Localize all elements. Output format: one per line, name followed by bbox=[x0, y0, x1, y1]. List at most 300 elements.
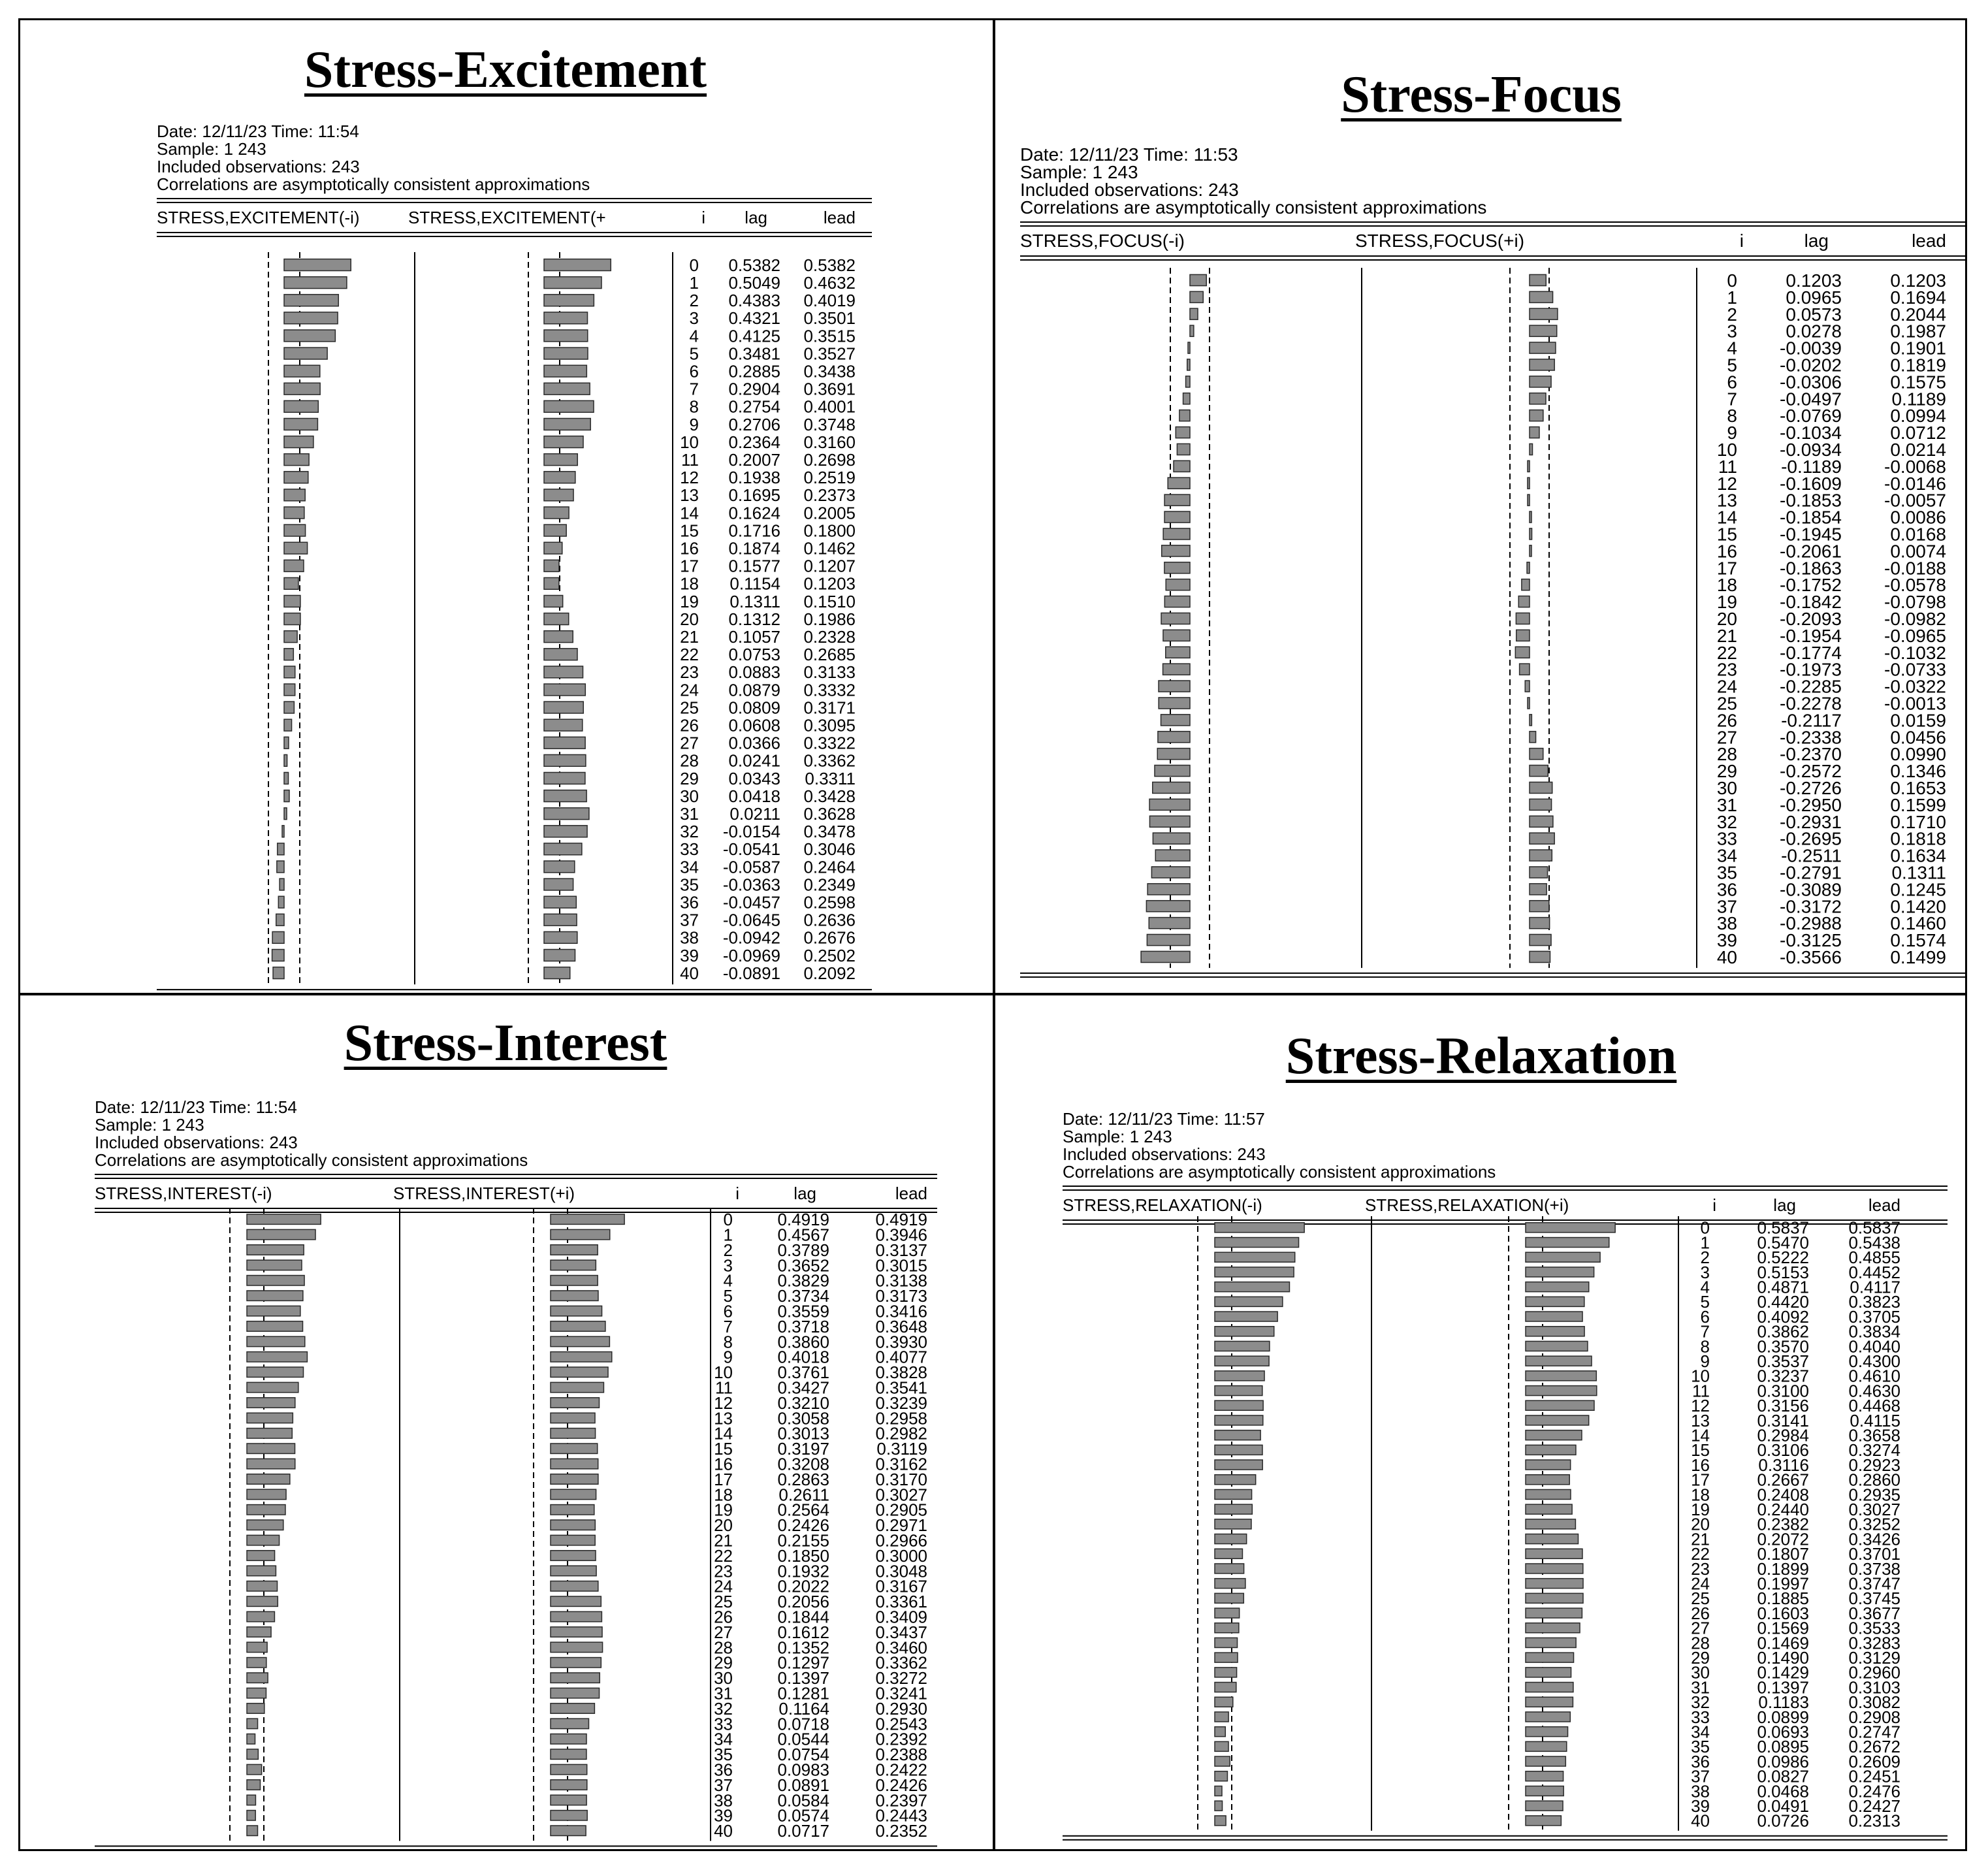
lag-value-label: 0.1577 bbox=[728, 556, 780, 576]
lead-correlation-bar bbox=[1526, 1297, 1584, 1306]
lag-value-label: 0.3862 bbox=[1757, 1321, 1809, 1342]
lag-index-label: 25 bbox=[680, 698, 699, 718]
lead-value-label: 0.1986 bbox=[803, 609, 856, 629]
lag-value-label: -0.3125 bbox=[1780, 930, 1842, 951]
lag-index-label: 36 bbox=[714, 1760, 733, 1780]
column-header-i: i bbox=[701, 208, 705, 227]
lag-value-label: 0.1352 bbox=[777, 1638, 829, 1658]
lead-value-label: -0.0965 bbox=[1884, 625, 1946, 646]
lag-value-label: 0.1397 bbox=[777, 1668, 829, 1688]
lag-index-label: 15 bbox=[1691, 1440, 1710, 1460]
lead-value-label: 0.1346 bbox=[1890, 761, 1946, 782]
lag-value-label: -0.2117 bbox=[1781, 710, 1842, 731]
lead-value-label: 0.3745 bbox=[1848, 1589, 1900, 1609]
lead-value-label: 0.3428 bbox=[803, 786, 856, 806]
lag-value-label: 0.0827 bbox=[1757, 1766, 1809, 1786]
lead-value-label: 0.4077 bbox=[875, 1347, 927, 1367]
lag-index-label: 9 bbox=[723, 1347, 733, 1367]
lag-index-label: 5 bbox=[689, 344, 699, 364]
lag-index-label: 31 bbox=[1691, 1677, 1710, 1698]
lag-index-label: 33 bbox=[714, 1714, 733, 1734]
lag-index-label: 30 bbox=[1716, 778, 1737, 799]
header-observations: Included observations: 243 bbox=[157, 157, 360, 176]
lag-index-label: 10 bbox=[714, 1363, 733, 1383]
lag-index-label: 28 bbox=[680, 750, 699, 771]
lead-value-label: 0.3133 bbox=[803, 662, 856, 683]
lag-value-label: 0.4125 bbox=[728, 326, 780, 346]
lag-value-label: 0.3734 bbox=[777, 1286, 829, 1306]
lead-value-label: 0.2930 bbox=[875, 1698, 927, 1719]
lag-index-label: 10 bbox=[1691, 1366, 1710, 1386]
lead-value-label: 0.2328 bbox=[803, 627, 856, 647]
header-date: Date: 12/11/23 Time: 11:53 bbox=[1020, 144, 1238, 165]
lag-index-label: 7 bbox=[1700, 1321, 1710, 1342]
lead-value-label: 0.3171 bbox=[803, 698, 856, 718]
header-date: Date: 12/11/23 Time: 11:54 bbox=[157, 121, 359, 141]
lead-correlation-bar bbox=[1526, 1371, 1596, 1381]
lead-value-label: 0.1510 bbox=[803, 591, 856, 611]
lag-value-label: 0.1899 bbox=[1757, 1558, 1809, 1579]
lag-correlation-bar bbox=[1215, 1386, 1262, 1396]
lead-correlation-bar bbox=[1526, 1727, 1568, 1737]
lag-value-label: -0.0457 bbox=[722, 892, 780, 912]
lag-index-label: 24 bbox=[1716, 676, 1737, 697]
lag-index-label: 25 bbox=[1691, 1589, 1710, 1609]
lag-index-label: 6 bbox=[1727, 372, 1737, 393]
lag-value-label: 0.2863 bbox=[777, 1469, 829, 1489]
lead-correlation-bar bbox=[1526, 1653, 1574, 1662]
lag-correlation-bar bbox=[1215, 1327, 1274, 1336]
lead-value-label: 0.2313 bbox=[1848, 1811, 1900, 1831]
lag-value-label: 0.0366 bbox=[728, 733, 780, 753]
lag-correlation-bar bbox=[1215, 1623, 1239, 1633]
lead-value-label: 0.3748 bbox=[803, 414, 856, 434]
lag-value-label: 0.2667 bbox=[1757, 1470, 1809, 1490]
lag-value-label: -0.0039 bbox=[1780, 338, 1842, 359]
lead-value-label: 0.0168 bbox=[1890, 524, 1946, 545]
column-header-i: i bbox=[1739, 231, 1744, 251]
lead-value-label: 0.3027 bbox=[875, 1485, 927, 1505]
lag-index-label: 35 bbox=[1691, 1737, 1710, 1757]
lag-index-label: 0 bbox=[689, 255, 699, 275]
lag-index-label: 33 bbox=[680, 839, 699, 860]
lag-index-label: 38 bbox=[1716, 913, 1737, 934]
lag-correlation-bar bbox=[1215, 1756, 1230, 1766]
lag-value-label: 0.5837 bbox=[1757, 1218, 1809, 1238]
lag-index-label: 0 bbox=[723, 1210, 733, 1230]
lag-index-label: 30 bbox=[680, 786, 699, 806]
lag-value-label: -0.3089 bbox=[1780, 879, 1842, 900]
lag-value-label: 0.3829 bbox=[777, 1270, 829, 1291]
lag-index-label: 0 bbox=[1727, 270, 1737, 291]
column-header-lead: lead bbox=[823, 208, 856, 227]
lead-value-label: -0.0322 bbox=[1884, 676, 1946, 697]
lag-value-label: 0.0753 bbox=[728, 645, 780, 665]
lag-index-label: 11 bbox=[1718, 456, 1737, 477]
lag-value-label: 0.1490 bbox=[1757, 1648, 1809, 1668]
lag-index-label: 21 bbox=[680, 627, 699, 647]
lag-value-label: -0.2791 bbox=[1780, 862, 1842, 883]
lag-index-label: 1 bbox=[689, 273, 699, 293]
lag-correlation-bar bbox=[1215, 1445, 1262, 1455]
lag-correlation-bar bbox=[1215, 1712, 1228, 1722]
lag-index-label: 37 bbox=[680, 910, 699, 930]
lag-index-label: 40 bbox=[680, 963, 699, 983]
column-header-lead-series: STRESS,FOCUS(+i) bbox=[1355, 231, 1525, 251]
lag-index-label: 27 bbox=[680, 733, 699, 753]
lead-value-label: 0.2598 bbox=[803, 892, 856, 912]
lag-index-label: 38 bbox=[714, 1790, 733, 1811]
lag-value-label: 0.0879 bbox=[728, 680, 780, 700]
lag-index-label: 8 bbox=[723, 1332, 733, 1352]
lag-index-label: 2 bbox=[723, 1240, 733, 1260]
lead-value-label: 0.0214 bbox=[1890, 440, 1946, 460]
lead-value-label: 0.1460 bbox=[1890, 913, 1946, 934]
lag-value-label: -0.2511 bbox=[1781, 845, 1842, 866]
lead-correlation-bar bbox=[1526, 1415, 1589, 1425]
lead-value-label: 0.3426 bbox=[1848, 1529, 1900, 1549]
lead-correlation-bar bbox=[1526, 1683, 1573, 1692]
lag-value-label: 0.2155 bbox=[777, 1530, 829, 1551]
lag-value-label: -0.1973 bbox=[1780, 659, 1842, 680]
lag-index-label: 23 bbox=[680, 662, 699, 683]
lead-value-label: 0.4300 bbox=[1848, 1351, 1900, 1372]
lag-index-label: 37 bbox=[1691, 1766, 1710, 1786]
lag-value-label: 0.0986 bbox=[1757, 1751, 1809, 1771]
lag-index-label: 20 bbox=[680, 609, 699, 629]
header-sample: Sample: 1 243 bbox=[1020, 162, 1138, 182]
lag-index-label: 12 bbox=[1716, 473, 1737, 494]
lag-value-label: 0.1997 bbox=[1757, 1573, 1809, 1594]
lag-value-label: 0.1397 bbox=[1757, 1677, 1809, 1698]
lead-value-label: 0.2672 bbox=[1848, 1737, 1900, 1757]
lag-value-label: 0.1203 bbox=[1786, 270, 1842, 291]
lag-index-label: 4 bbox=[1727, 338, 1737, 359]
lag-value-label: -0.1842 bbox=[1780, 592, 1842, 613]
lag-index-label: 16 bbox=[1691, 1455, 1710, 1475]
lead-value-label: 0.3000 bbox=[875, 1545, 927, 1566]
lag-index-label: 24 bbox=[1691, 1573, 1710, 1594]
lag-index-label: 2 bbox=[689, 291, 699, 311]
lead-value-label: 0.2427 bbox=[1848, 1796, 1900, 1816]
lead-value-label: 0.2908 bbox=[1848, 1707, 1900, 1727]
lag-index-label: 24 bbox=[680, 680, 699, 700]
column-header-lead: lead bbox=[895, 1184, 927, 1203]
lead-value-label: 0.3648 bbox=[875, 1316, 927, 1336]
lag-index-label: 11 bbox=[1692, 1381, 1710, 1401]
lead-value-label: 0.3361 bbox=[875, 1592, 927, 1612]
lag-value-label: 0.2382 bbox=[1757, 1514, 1809, 1534]
lag-value-label: 0.3141 bbox=[1757, 1410, 1809, 1430]
lag-index-label: 40 bbox=[1716, 947, 1737, 968]
lag-value-label: 0.0418 bbox=[728, 786, 780, 806]
lag-index-label: 14 bbox=[714, 1423, 733, 1444]
column-header-lag: lag bbox=[1773, 1195, 1796, 1215]
column-header-lag: lag bbox=[794, 1184, 816, 1203]
lag-value-label: -0.2695 bbox=[1780, 828, 1842, 849]
lead-value-label: 0.2426 bbox=[875, 1775, 927, 1795]
lead-value-label: 0.2636 bbox=[803, 910, 856, 930]
lag-value-label: 0.1695 bbox=[728, 485, 780, 506]
lead-value-label: 0.4040 bbox=[1848, 1336, 1900, 1357]
lead-value-label: 0.4115 bbox=[1850, 1410, 1900, 1430]
lag-value-label: 0.3237 bbox=[1757, 1366, 1809, 1386]
lag-index-label: 9 bbox=[689, 414, 699, 434]
lag-index-label: 21 bbox=[714, 1530, 733, 1551]
lead-value-label: 0.2905 bbox=[875, 1500, 927, 1520]
lag-value-label: 0.0718 bbox=[777, 1714, 829, 1734]
column-header-lag: lag bbox=[1804, 231, 1829, 251]
lag-correlation-bar bbox=[1215, 1771, 1227, 1781]
lag-index-label: 34 bbox=[1716, 845, 1737, 866]
lag-value-label: 0.0491 bbox=[1757, 1796, 1809, 1816]
lead-value-label: 0.3691 bbox=[803, 379, 856, 399]
lag-index-label: 18 bbox=[714, 1485, 733, 1505]
lead-value-label: 0.3460 bbox=[875, 1638, 927, 1658]
lead-value-label: 0.3478 bbox=[803, 822, 856, 842]
lag-index-label: 28 bbox=[714, 1638, 733, 1658]
lead-correlation-bar bbox=[1526, 1564, 1583, 1573]
lag-value-label: 0.1311 bbox=[729, 591, 780, 611]
lag-value-label: 0.1569 bbox=[1757, 1618, 1809, 1638]
lag-index-label: 40 bbox=[714, 1821, 733, 1841]
lag-value-label: -0.1752 bbox=[1780, 575, 1842, 596]
lead-value-label: -0.0733 bbox=[1884, 659, 1946, 680]
lag-value-label: 0.3100 bbox=[1757, 1381, 1809, 1401]
lead-value-label: 0.2397 bbox=[875, 1790, 927, 1811]
lead-correlation-bar bbox=[1526, 1712, 1570, 1722]
lag-value-label: 0.4919 bbox=[777, 1210, 829, 1230]
header-sample: Sample: 1 243 bbox=[1063, 1127, 1172, 1146]
lead-correlation-bar bbox=[1526, 1489, 1571, 1499]
lag-value-label: -0.2370 bbox=[1780, 744, 1842, 765]
lead-value-label: -0.0188 bbox=[1884, 558, 1946, 579]
lag-index-label: 11 bbox=[681, 450, 699, 470]
lead-correlation-bar bbox=[1526, 1356, 1592, 1366]
lag-value-label: -0.2061 bbox=[1780, 541, 1842, 562]
lag-value-label: 0.1624 bbox=[728, 503, 780, 523]
column-header-lag-series: STRESS,FOCUS(-i) bbox=[1020, 231, 1185, 251]
column-header-lag: lag bbox=[745, 208, 767, 227]
lag-index-label: 13 bbox=[1691, 1410, 1710, 1430]
lead-value-label: 0.2092 bbox=[803, 963, 856, 983]
lag-correlation-bar bbox=[1215, 1312, 1277, 1321]
lag-index-label: 28 bbox=[1716, 744, 1737, 765]
lag-index-label: 3 bbox=[1727, 321, 1737, 342]
lead-value-label: 0.1499 bbox=[1890, 947, 1946, 968]
lead-value-label: 0.4630 bbox=[1848, 1381, 1900, 1401]
lag-value-label: 0.1164 bbox=[778, 1698, 829, 1719]
lead-value-label: -0.0057 bbox=[1884, 490, 1946, 511]
lag-index-label: 2 bbox=[1700, 1248, 1710, 1268]
lag-value-label: 0.3058 bbox=[777, 1408, 829, 1428]
lag-value-label: 0.1807 bbox=[1757, 1544, 1809, 1564]
lag-value-label: 0.1938 bbox=[728, 468, 780, 488]
lead-correlation-bar bbox=[1526, 1267, 1594, 1277]
lead-correlation-bar bbox=[1526, 1504, 1572, 1514]
lag-value-label: 0.1312 bbox=[728, 609, 780, 629]
lag-value-label: 0.3197 bbox=[777, 1439, 829, 1459]
lag-index-label: 9 bbox=[1700, 1351, 1710, 1372]
lag-index-label: 13 bbox=[680, 485, 699, 506]
lead-value-label: 0.2373 bbox=[803, 485, 856, 506]
lag-value-label: -0.0306 bbox=[1780, 372, 1842, 393]
header-sample: Sample: 1 243 bbox=[157, 139, 266, 159]
lead-correlation-bar bbox=[1526, 1386, 1597, 1396]
lag-index-label: 20 bbox=[714, 1515, 733, 1536]
lag-index-label: 30 bbox=[1691, 1662, 1710, 1683]
lag-index-label: 21 bbox=[1716, 625, 1737, 646]
lag-index-label: 17 bbox=[1716, 558, 1737, 579]
lag-value-label: 0.0717 bbox=[777, 1821, 829, 1841]
lag-value-label: 0.2440 bbox=[1757, 1500, 1809, 1520]
lead-correlation-bar bbox=[1526, 1697, 1573, 1707]
lag-index-label: 10 bbox=[680, 432, 699, 452]
lag-value-label: -0.0769 bbox=[1780, 406, 1842, 427]
lag-index-label: 1 bbox=[723, 1225, 733, 1245]
lag-correlation-bar bbox=[1215, 1668, 1237, 1677]
lag-value-label: 0.3210 bbox=[777, 1393, 829, 1413]
lag-value-label: 0.0241 bbox=[728, 750, 780, 771]
lead-value-label: 0.3138 bbox=[875, 1270, 927, 1291]
lead-value-label: 0.2502 bbox=[803, 945, 856, 965]
lead-value-label: 0.3930 bbox=[875, 1332, 927, 1352]
lag-correlation-bar bbox=[1215, 1741, 1228, 1751]
lag-correlation-bar bbox=[1215, 1475, 1256, 1485]
lead-value-label: 0.1694 bbox=[1890, 287, 1946, 308]
lag-index-label: 36 bbox=[1691, 1751, 1710, 1771]
lag-value-label: -0.1863 bbox=[1780, 558, 1842, 579]
lag-value-label: 0.5470 bbox=[1757, 1233, 1809, 1253]
lead-correlation-bar bbox=[1526, 1741, 1567, 1751]
lag-index-label: 24 bbox=[714, 1576, 733, 1596]
lag-value-label: 0.5049 bbox=[728, 273, 780, 293]
lag-index-label: 32 bbox=[714, 1698, 733, 1719]
lead-value-label: 0.3162 bbox=[875, 1454, 927, 1474]
lag-value-label: 0.1716 bbox=[728, 521, 780, 541]
lag-index-label: 29 bbox=[1716, 761, 1737, 782]
lag-index-label: 5 bbox=[1700, 1292, 1710, 1312]
lag-value-label: 0.1429 bbox=[1757, 1662, 1809, 1683]
lead-value-label: 0.1653 bbox=[1890, 778, 1946, 799]
lead-value-label: 0.5837 bbox=[1848, 1218, 1900, 1238]
lag-index-label: 29 bbox=[714, 1653, 733, 1673]
lag-value-label: 0.1603 bbox=[1757, 1603, 1809, 1623]
lag-index-label: 27 bbox=[1716, 727, 1737, 748]
lag-value-label: 0.3106 bbox=[1757, 1440, 1809, 1460]
lag-value-label: 0.2022 bbox=[777, 1576, 829, 1596]
lag-value-label: 0.3789 bbox=[777, 1240, 829, 1260]
lag-index-label: 13 bbox=[1716, 490, 1737, 511]
lead-correlation-bar bbox=[1526, 1771, 1563, 1781]
lag-correlation-bar bbox=[1215, 1371, 1264, 1381]
lag-index-label: 15 bbox=[714, 1439, 733, 1459]
lag-correlation-bar bbox=[1215, 1415, 1263, 1425]
lag-value-label: -0.2950 bbox=[1780, 794, 1842, 815]
lead-value-label: 0.3438 bbox=[803, 361, 856, 381]
lead-value-label: 0.3046 bbox=[803, 839, 856, 860]
lead-correlation-bar bbox=[1526, 1341, 1588, 1351]
lag-value-label: 0.1844 bbox=[777, 1607, 829, 1627]
lag-index-label: 20 bbox=[1716, 609, 1737, 630]
column-header-lag-series: STRESS,INTEREST(-i) bbox=[95, 1184, 272, 1203]
lag-index-label: 39 bbox=[1716, 930, 1737, 951]
lag-index-label: 21 bbox=[1691, 1529, 1710, 1549]
lag-index-label: 11 bbox=[715, 1378, 733, 1398]
lag-value-label: -0.2572 bbox=[1780, 761, 1842, 782]
lead-value-label: 0.0086 bbox=[1890, 507, 1946, 528]
lag-index-label: 18 bbox=[1716, 575, 1737, 596]
column-header-lead-series: STRESS,RELAXATION(+i) bbox=[1365, 1195, 1569, 1215]
lag-value-label: 0.4018 bbox=[777, 1347, 829, 1367]
lag-value-label: 0.1469 bbox=[1757, 1633, 1809, 1653]
lag-value-label: -0.2278 bbox=[1780, 693, 1842, 714]
lag-correlation-bar bbox=[1215, 1564, 1244, 1573]
lag-value-label: -0.0202 bbox=[1780, 355, 1842, 376]
lag-index-label: 19 bbox=[1691, 1500, 1710, 1520]
lead-value-label: 0.2422 bbox=[875, 1760, 927, 1780]
lead-value-label: 0.3409 bbox=[875, 1607, 927, 1627]
lag-correlation-bar bbox=[1215, 1297, 1283, 1306]
lead-value-label: -0.0146 bbox=[1884, 473, 1946, 494]
lag-correlation-bar bbox=[1215, 1238, 1299, 1248]
lag-value-label: 0.5382 bbox=[728, 255, 780, 275]
lag-index-label: 27 bbox=[714, 1622, 733, 1642]
lag-value-label: -0.1034 bbox=[1780, 423, 1842, 444]
lag-correlation-bar bbox=[1215, 1727, 1225, 1737]
lag-index-label: 1 bbox=[1727, 287, 1737, 308]
column-header-lag-series: STRESS,RELAXATION(-i) bbox=[1063, 1195, 1262, 1215]
lag-value-label: 0.2072 bbox=[1757, 1529, 1809, 1549]
lead-value-label: 0.3747 bbox=[1848, 1573, 1900, 1594]
lead-value-label: 0.2349 bbox=[803, 875, 856, 895]
header-note: Correlations are asymptotically consistent approximations bbox=[157, 174, 590, 194]
lag-index-label: 22 bbox=[680, 645, 699, 665]
lag-value-label: 0.0544 bbox=[777, 1729, 829, 1749]
lead-value-label: 0.3515 bbox=[803, 326, 856, 346]
lead-value-label: 0.1901 bbox=[1890, 338, 1946, 359]
lag-index-label: 34 bbox=[714, 1729, 733, 1749]
lag-index-label: 30 bbox=[714, 1668, 733, 1688]
lag-index-label: 25 bbox=[714, 1592, 733, 1612]
lag-correlation-bar bbox=[1215, 1282, 1289, 1292]
lead-value-label: 0.3501 bbox=[803, 308, 856, 329]
lag-value-label: 0.3761 bbox=[777, 1363, 829, 1383]
lead-value-label: 0.4452 bbox=[1848, 1262, 1900, 1282]
lag-value-label: 0.0608 bbox=[728, 715, 780, 735]
lag-index-label: 16 bbox=[680, 538, 699, 558]
lead-correlation-bar bbox=[1526, 1786, 1563, 1796]
lead-value-label: 0.1189 bbox=[1891, 389, 1946, 410]
lead-value-label: 0.3322 bbox=[803, 733, 856, 753]
lead-value-label: 0.2960 bbox=[1848, 1662, 1900, 1683]
lag-index-label: 20 bbox=[1691, 1514, 1710, 1534]
lag-value-label: 0.1057 bbox=[728, 627, 780, 647]
lead-value-label: 0.3823 bbox=[1848, 1292, 1900, 1312]
lead-value-label: 0.2476 bbox=[1848, 1781, 1900, 1801]
lead-value-label: 0.3048 bbox=[875, 1561, 927, 1581]
lead-correlation-bar bbox=[1526, 1549, 1582, 1558]
lag-index-label: 13 bbox=[714, 1408, 733, 1428]
lag-index-label: 22 bbox=[1691, 1544, 1710, 1564]
lag-correlation-bar bbox=[1215, 1534, 1247, 1544]
lag-index-label: 4 bbox=[1700, 1277, 1710, 1297]
lag-index-label: 2 bbox=[1727, 304, 1737, 325]
lag-value-label: 0.0693 bbox=[1757, 1722, 1809, 1742]
lead-correlation-bar bbox=[1526, 1282, 1589, 1292]
lag-value-label: 0.0584 bbox=[777, 1790, 829, 1811]
lag-index-label: 27 bbox=[1691, 1618, 1710, 1638]
